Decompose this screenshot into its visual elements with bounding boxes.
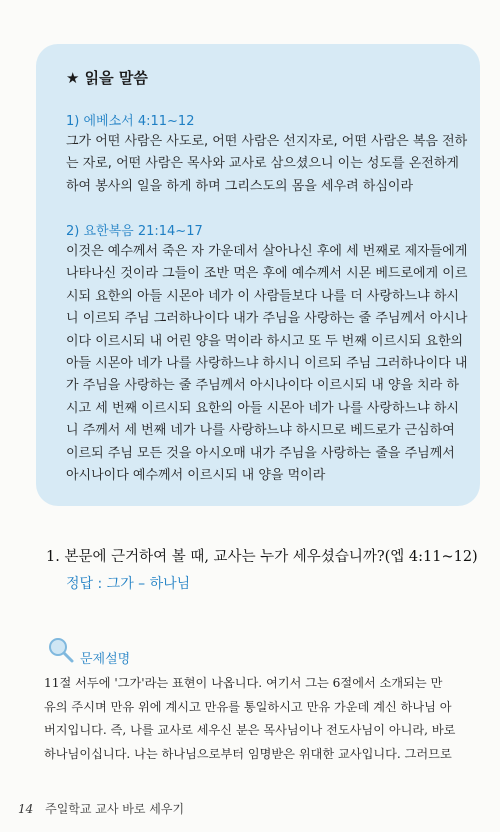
answer-text: 정답 : 그가 – 하나님 <box>66 576 191 592</box>
question-text: 1. 본문에 근거하여 볼 때, 교사는 누가 세우셨습니까?(엡 4:11~12) <box>46 549 478 565</box>
passage-line: 시되 요한의 아들 시몬아 네가 이 사람들보다 나를 더 사랑하느냐 하시 <box>66 288 459 304</box>
passage-line: 는 자로, 어떤 사람은 목사와 교사로 삼으셨으니 이는 성도를 온전하게 <box>66 156 459 172</box>
magnifier-icon <box>47 636 75 664</box>
explanation-body <box>44 672 476 766</box>
body-line: 11절 서두에 '그가'라는 표현이 나옵니다. 여기서 그는 6절에서 소개되는 만 <box>44 676 443 690</box>
passage-line: 니 주께서 세 번째 네가 나를 사랑하느냐 하시므로 베드로가 근심하여 <box>66 423 455 439</box>
passage-reference-john: 2) 요한복음 21:14~17 <box>66 224 203 239</box>
passage-john <box>66 241 466 487</box>
passage-line: 시고 세 번째 이르시되 요한의 아들 시몬아 네가 나를 사랑하느냐 하시 <box>66 400 459 416</box>
passage-line: 그가 어떤 사람은 사도로, 어떤 사람은 선지자로, 어떤 사람은 복음 전하 <box>66 134 468 149</box>
body-line: 버지입니다. 즉, 나를 교사로 세우신 분은 목사님이나 전도사님이 아니라, 바로 <box>44 723 456 737</box>
body-line: 하나님이십니다. 나는 하나님으로부터 임명받은 위대한 교사입니다. 그러므로 <box>44 746 452 761</box>
passage-line: 니 이르되 주님 그러하나이다 내가 주님을 사랑하는 줄 주님께서 아시나 <box>66 311 468 327</box>
passage-ephesians <box>66 131 466 198</box>
body-line: 유의 주시며 만유 위에 계시고 만유를 통일하시고 만유 가운데 계신 하나님 아 <box>44 699 452 714</box>
page-footer <box>18 800 184 817</box>
page-number: 14 <box>18 802 34 816</box>
passage-line: 하여 봉사의 일을 하게 하며 그리스도의 몸을 세우려 하심이라 <box>66 178 414 194</box>
section-title: ★ 읽을 말씀 <box>66 69 148 87</box>
passage-line: 아들 시몬아 네가 나를 사랑하느냐 하시니 이르되 주님 그러하나이다 내 <box>66 355 468 371</box>
passage-line: 나타나신 것이라 그들이 조반 먹은 후에 예수께서 시몬 베드로에게 이르 <box>66 266 468 282</box>
passage-line: 이다 이르시되 내 어린 양을 먹이라 하시고 또 두 번째 이르시되 요한의 <box>66 333 464 349</box>
passage-line: 이르되 주님 모든 것을 아시오매 내가 주님을 사랑하는 줄을 주님께서 <box>66 445 455 461</box>
passage-line: 이것은 예수께서 죽은 자 가운데서 살아나신 후에 세 번째로 제자들에게 <box>66 244 468 259</box>
book-title: 주일학교 교사 바로 세우기 <box>45 802 185 816</box>
passage-reference-ephesians: 1) 에베소서 4:11~12 <box>66 114 195 129</box>
passage-line: 가 주님을 사랑하는 줄 주님께서 아시나이다 이르시되 내 양을 치라 하 <box>66 378 459 394</box>
passage-line: 아시나이다 예수께서 이르시되 내 양을 먹이라 <box>66 467 326 483</box>
explanation-heading: 문제설명 <box>80 652 131 667</box>
